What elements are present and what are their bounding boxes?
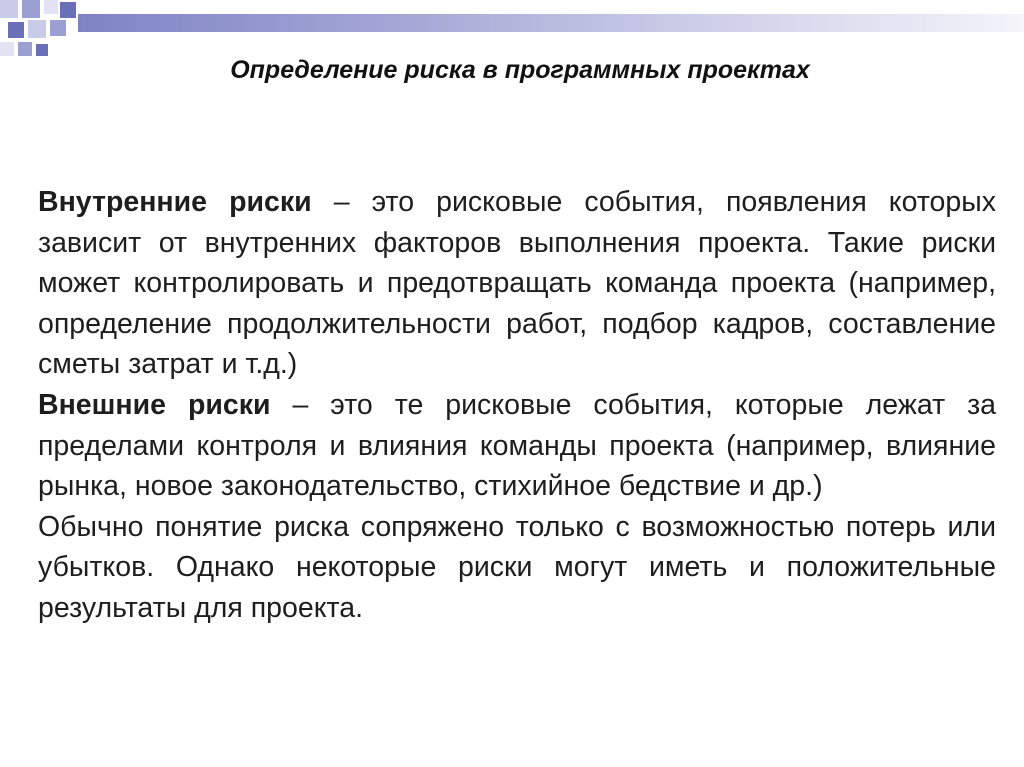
slide-title: Определение риска в программных проектах [230, 56, 810, 84]
header-gradient-bar [78, 14, 1024, 32]
paragraph-risk-note [38, 507, 996, 629]
definition-external-risks: – это те рисковые события, которые лежат за пределами контроля и влияния команды проекта (например, влияние рынка, новое законодательство, стихийное бедствие и др.) [38, 388, 997, 503]
risk-note-text: Обычно понятие риска сопряжено только с возможностью потерь или убытков. Однако некоторые риски могут иметь и положительные результаты для проекта. [38, 510, 996, 624]
term-internal-risks: Внутренние риски [38, 186, 312, 218]
slide-body [38, 182, 996, 629]
paragraph-internal-risks [38, 182, 996, 385]
paragraph-external-risks [38, 385, 996, 507]
term-external-risks: Внешние риски [38, 388, 271, 421]
corner-squares-decoration [0, 0, 80, 70]
definition-internal-risks: – это рисковые события, появления которых зависит от внутренних факторов выполнения проекта. Такие риски может контролировать и предотвращать команда проекта (например, определение продолжительности работ, подбор кадров, составление сметы затрат и т.д.) [38, 186, 996, 381]
